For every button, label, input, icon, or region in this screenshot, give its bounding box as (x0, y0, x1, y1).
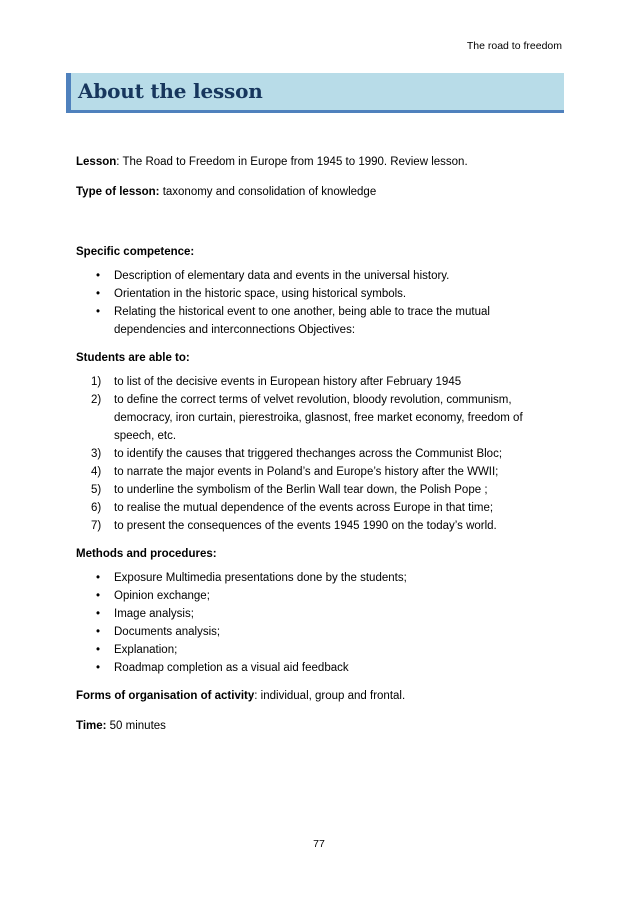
type-of-lesson-line (76, 183, 556, 201)
list-item: • Documents analysis; (76, 623, 556, 641)
list-item: 1) to list of the decisive events in European history after February 1945 (91, 376, 462, 388)
students-objectives-list (76, 373, 556, 535)
list-item: 3) to identify the causes that triggered thechanges across the Communist Bloc; (91, 448, 503, 460)
specific-competence-list (76, 267, 556, 339)
document-body (76, 153, 556, 747)
time-label: Time: (76, 720, 107, 732)
bullet-icon: • (96, 590, 101, 602)
bullet-icon: • (96, 662, 101, 674)
forms-label: Forms of organisation of activity (76, 690, 255, 702)
forms-text: : individual, group and frontal. (254, 690, 406, 702)
methods-heading: Methods and procedures: (76, 548, 217, 560)
methods-list (76, 569, 556, 677)
bullet-icon: • (96, 288, 101, 300)
bullet-icon: • (96, 608, 101, 620)
bullet-icon: • (96, 626, 101, 638)
bullet-icon: • (96, 572, 101, 584)
running-header: The road to freedom (466, 40, 562, 52)
list-item: 5) to underline the symbolism of the Berlin Wall tear down, the Polish Pope ; (91, 484, 488, 496)
students-heading: Students are able to: (76, 352, 190, 364)
specific-competence-heading: Specific competence: (76, 246, 195, 258)
list-item: 2) to define the correct terms of velvet revolution, bloody revolution, communism, democracy, iron curtain, pierestroika, glasnost, free market economy, freedom of speech, etc. (91, 394, 523, 442)
list-item: • Opinion exchange; (76, 587, 556, 605)
forms-line (76, 687, 556, 705)
list-item: • Description of elementary data and events in the universal history. (76, 267, 556, 285)
type-of-lesson-label: Type of lesson: (76, 186, 160, 198)
list-item: • Explanation; (76, 641, 556, 659)
list-item: • Roadmap completion as a visual aid feedback (76, 659, 556, 677)
list-item: • Relating the historical event to one another, being able to trace the mutual dependencies and interconnections Objectives: (76, 303, 556, 339)
time-text: 50 minutes (106, 720, 166, 732)
lesson-line (76, 153, 556, 171)
page-number: 77 (313, 838, 325, 850)
section-title: About the lesson (78, 79, 263, 103)
list-item: 6) to realise the mutual dependence of the events across Europe in that time; (91, 502, 494, 514)
time-line (76, 717, 556, 735)
bullet-icon: • (96, 270, 101, 282)
bullet-icon: • (96, 644, 101, 656)
list-item: 7) to present the consequences of the events 1945 1990 on the today’s world. (91, 520, 497, 532)
list-item: 4) to narrate the major events in Poland’s and Europe’s history after the WWII; (91, 466, 499, 478)
list-item: • Image analysis; (76, 605, 556, 623)
section-title-box (66, 73, 564, 113)
lesson-label: Lesson (76, 156, 117, 168)
bullet-icon: • (96, 306, 101, 318)
list-item: • Exposure Multimedia presentations done by the students; (76, 569, 556, 587)
type-of-lesson-text: taxonomy and consolidation of knowledge (159, 186, 377, 198)
list-item: • Orientation in the historic space, using historical symbols. (76, 285, 556, 303)
lesson-text: : The Road to Freedom in Europe from 1945 to 1990. Review lesson. (116, 156, 468, 168)
